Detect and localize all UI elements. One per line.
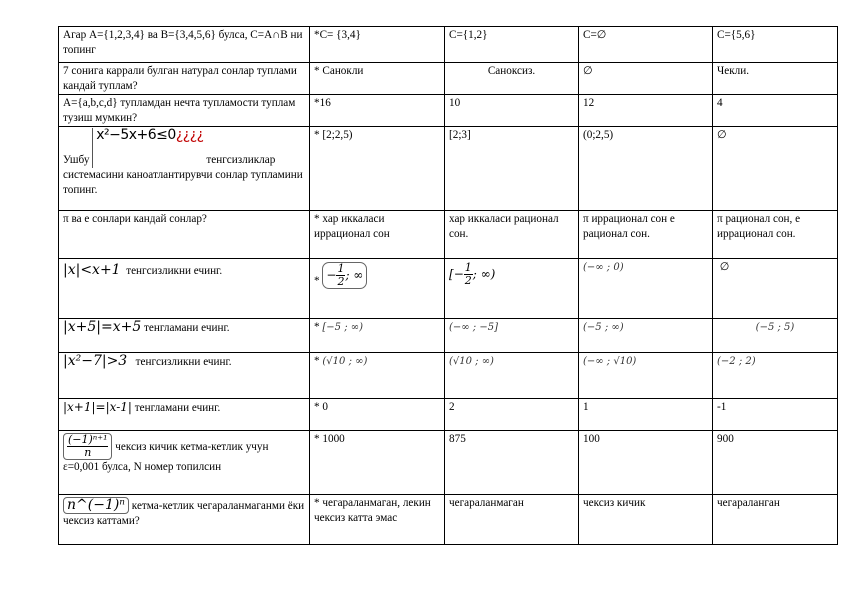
question-text: тенгсизликни ечинг. [126,265,223,277]
fraction-numerator: (−1)ⁿ⁺¹ [68,433,108,446]
question-cell [59,319,310,353]
question-cell [59,495,310,545]
answer-cell: (0;2,5) [579,127,713,211]
question-cell: Агар A={1,2,3,4} ва B={3,4,5,6} булса, C=A∩B ни топинг [59,27,310,63]
fraction-denominator: 2 [337,275,345,288]
answer-interval: (−5 ; 5) [755,322,795,333]
minus-sign: − [453,267,464,281]
answer-cell: * 0 [310,399,445,431]
sequence-formula [63,433,112,460]
question-text: кетма-кетлик чегараланмаганми ёки чексиз каттами? [63,500,305,527]
answer-cell: *C= {3,4} [310,27,445,63]
table-row [59,95,838,127]
sequence-formula: n^(−1)ⁿ [63,497,129,514]
infinity: ; ∞ [345,268,364,282]
answer-cell [579,353,713,399]
answer-cell: C=∅ [579,27,713,63]
test-table [58,26,838,545]
answer-cell: 10 [445,95,579,127]
answer-cell: C={5,6} [713,27,838,63]
answer-cell: 2 [445,399,579,431]
answer-interval: (−∞ ; −5] [449,322,498,333]
answer-cell [445,353,579,399]
answer-cell: чегараланмаган [445,495,579,545]
question-cell: π ва е сонлари кандай сонлар? [59,211,310,259]
question-text: тенгсизликлар системасини каноатлантирувчи сонлар тупламини топинг. [63,154,303,196]
answer-interval: [− $\frac{1}{2}$ ; ∞) [449,261,496,287]
table-row [59,211,838,259]
answer-cell: C={1,2} [445,27,579,63]
table-row [59,431,838,495]
answer-cell [310,319,445,353]
table-row [59,27,838,63]
table-row [59,127,838,211]
answer-cell: чексиз кичик [579,495,713,545]
answer-cell: -1 [713,399,838,431]
answer-cell: * 1000 [310,431,445,495]
answer-cell: 875 [445,431,579,495]
fraction-numerator: 1 [464,261,472,274]
formula-marks: ¿¿¿¿ [175,127,204,143]
answer-prefix: * [314,321,320,333]
answer-cell: ∅ [713,127,838,211]
question-formula: |x|<x+1 [63,262,121,278]
infinity: ; ∞ [472,267,491,281]
answer-cell [713,353,838,399]
question-cell [59,127,310,211]
fraction [67,434,108,459]
answer-cell: * [2;2,5) [310,127,445,211]
table-row [59,399,838,431]
answer-cell [713,319,838,353]
answer-interval: (−5 ; ∞) [583,322,624,333]
answer-cell: π рационал сон, е иррационал сон. [713,211,838,259]
question-text: чексиз кичик кетма-кетлик учун ε=0,001 булса, N номер топилсин [63,441,269,473]
answer-interval: (−2 ; 2) [717,356,756,367]
answer-cell: *16 [310,95,445,127]
fraction [464,262,473,287]
question-formula: |x²−7|>3 [63,353,128,369]
fraction-denominator: 2 [464,274,472,287]
minus-sign: − [326,268,337,282]
table-row [59,353,838,399]
question-text: тенгламани ечинг. [144,322,230,334]
question-text: тенгсизликни ечинг. [135,356,232,368]
question-cell [59,431,310,495]
question-text: тенгламани ечинг. [134,402,221,414]
answer-cell [713,259,838,319]
fraction-denominator: n [84,446,92,459]
table-row [59,259,838,319]
answer-interval [322,262,367,289]
answer-interval: (√10 ; ∞) [322,356,368,367]
answer-cell: π иррационал сон е рационал сон. [579,211,713,259]
question-prefix: Ушбу [63,154,90,166]
answer-interval: (−∞ ; √10) [583,356,637,367]
question-cell [59,353,310,399]
question-cell: 7 сонига каррали булган натурал сонлар туплами кандай туплам? [59,63,310,95]
answer-cell: [2;3] [445,127,579,211]
question-formula: |x+5|=x+5 [63,319,142,335]
interval-value: −∞ ; 0 [586,262,620,273]
answer-interval: (√10 ; ∞) [449,356,494,367]
answer-cell: 900 [713,431,838,495]
table-row [59,319,838,353]
empty-set: ∅ [719,261,730,273]
answer-cell: 4 [713,95,838,127]
answer-cell [445,259,579,319]
answer-cell [579,259,713,319]
table-row [59,495,838,545]
answer-cell: Чекли. [713,63,838,95]
answer-cell [579,319,713,353]
answer-cell: ∅ [579,63,713,95]
question-formula: x²−5x+6≤0 [96,127,176,143]
answer-cell: * Санокли [310,63,445,95]
answer-cell: * хар иккаласи иррационал сон [310,211,445,259]
answer-cell [310,353,445,399]
answer-prefix: * [314,355,320,367]
answer-cell: 1 [579,399,713,431]
question-cell [59,399,310,431]
answer-cell: 100 [579,431,713,495]
question-cell: A={a,b,c,d} тупламдан нечта тупламости туплам тузиш мумкин? [59,95,310,127]
answer-interval: [−5 ; ∞) [322,322,363,333]
fraction-numerator: 1 [337,262,345,275]
answer-cell: чегараланган [713,495,838,545]
question-cell [59,259,310,319]
system-brace [92,128,203,168]
answer-cell [310,259,445,319]
answer-cell [445,319,579,353]
question-formula: |x+1|=|x-1| [63,400,132,414]
answer-cell: 12 [579,95,713,127]
answer-prefix: * [314,275,320,287]
answer-cell: * чегараланмаган, лекин чексиз катта эмас [310,495,445,545]
answer-interval: (−∞ ; 0) [583,262,624,273]
answer-cell: Саноксиз. [445,63,579,95]
table-row [59,63,838,95]
answer-cell: хар иккаласи рационал сон. [445,211,579,259]
